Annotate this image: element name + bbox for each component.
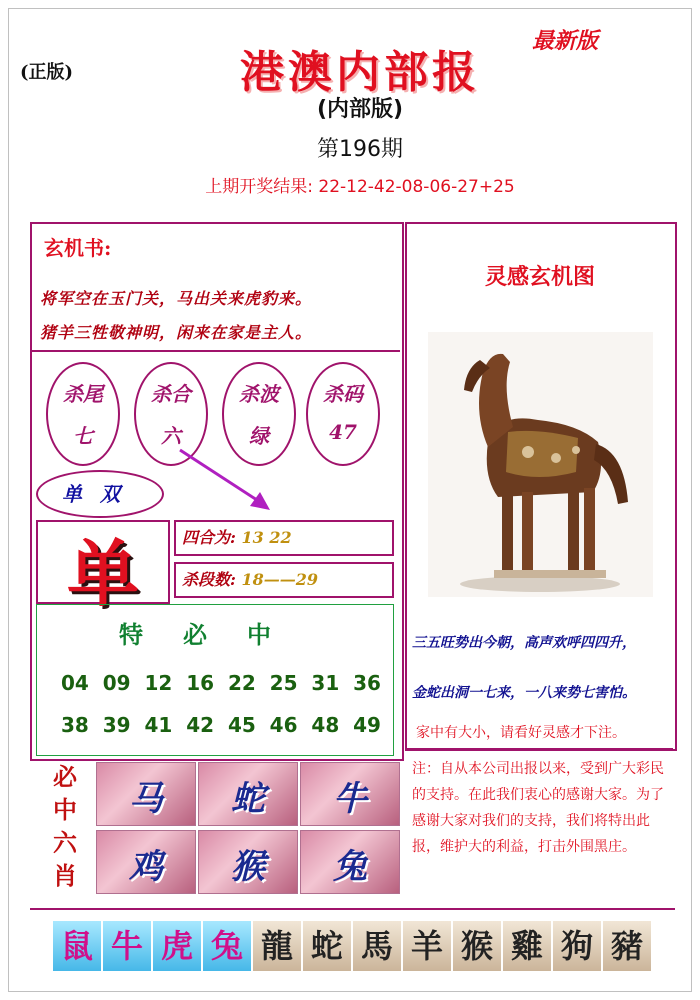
zodiac-char: 蛇 — [231, 779, 265, 819]
right-line-2: 金蛇出洞一七来，一八来势七害怕。 — [412, 685, 636, 701]
number: 25 — [269, 671, 298, 695]
zodiac-cell: 馬 — [352, 920, 402, 972]
oval-label: 杀尾 — [63, 382, 103, 406]
zodiac-cell: 狗 — [552, 920, 602, 972]
oval-value: 七 — [73, 424, 93, 448]
number: 45 — [227, 713, 256, 737]
oval-label: 杀波 — [239, 382, 279, 406]
zodiac-char: 牛 — [333, 779, 367, 819]
oval-value: 绿 — [249, 424, 269, 448]
edition-tag-right: 最新版 — [532, 28, 599, 54]
odd-even-oval: 单双 — [36, 470, 164, 518]
zodiac-tile — [96, 830, 196, 894]
zodiac-char: 猴 — [231, 847, 265, 887]
edition-tag-left: (正版) — [20, 62, 74, 83]
horse-icon — [428, 332, 653, 597]
horse-image — [428, 332, 653, 597]
zodiac-label: 必中六肖 — [53, 762, 77, 890]
number: 41 — [144, 713, 173, 737]
number: 09 — [102, 671, 131, 695]
number: 39 — [102, 713, 131, 737]
oval-label: 杀合 — [151, 382, 191, 406]
number: 46 — [269, 713, 298, 737]
zodiac-cell: 雞 — [502, 920, 552, 972]
zodiac-cell: 牛 — [102, 920, 152, 972]
oval-value: 六 — [161, 424, 181, 448]
poem-line-1: 将军空在玉门关，马出关来虎豹来。 — [40, 289, 313, 308]
number-row-2 — [61, 713, 381, 737]
zodiac-cell: 龍 — [252, 920, 302, 972]
zodiac-tile — [300, 830, 400, 894]
zodiac-char: 兔 — [333, 847, 367, 887]
oval-label: 杀码 — [323, 382, 363, 406]
number: 42 — [186, 713, 215, 737]
zodiac-cell: 鼠 — [52, 920, 102, 972]
number: 12 — [144, 671, 173, 695]
zodiac-char: 鸡 — [129, 847, 163, 887]
oval-value: 47 — [329, 420, 357, 444]
last-result: 上期开奖结果: 22-12-42-08-06-27+25 — [205, 177, 515, 197]
zodiac-cell: 兔 — [202, 920, 252, 972]
zodiac-bar — [52, 920, 652, 972]
zodiac-tile — [96, 762, 196, 826]
right-line-1: 三五旺势出今朝，高声欢呼四四升， — [412, 635, 636, 651]
kill-range-label: 杀段数: — [182, 570, 236, 589]
number: 48 — [311, 713, 340, 737]
zodiac-char: 马 — [129, 779, 163, 819]
big-char-box — [36, 520, 170, 616]
page-title: 港澳内部报 — [240, 47, 480, 98]
arrow-icon — [170, 440, 280, 520]
number: 22 — [227, 671, 256, 695]
number: 16 — [186, 671, 215, 695]
poem-line-2: 猪羊三牲敬神明，闲来在家是主人。 — [40, 323, 313, 342]
number: 31 — [311, 671, 340, 695]
page-subtitle: (内部版) — [316, 97, 404, 122]
zodiac-tile — [198, 830, 298, 894]
kill-range-box — [174, 562, 394, 598]
inspiration-title: 灵感玄机图 — [484, 264, 595, 290]
number: 38 — [61, 713, 89, 737]
big-char: 单 — [66, 531, 139, 616]
zodiac-cell: 羊 — [402, 920, 452, 972]
number: 04 — [61, 671, 89, 695]
divider — [32, 350, 400, 352]
oval-kill-tail — [46, 362, 120, 466]
zodiac-cell: 蛇 — [302, 920, 352, 972]
xuanji-title: 玄机书: — [44, 236, 112, 260]
zodiac-tile — [300, 762, 400, 826]
zodiac-cell: 豬 — [602, 920, 652, 972]
number: 36 — [353, 671, 381, 695]
four-combo-value: 13 22 — [241, 528, 292, 547]
zodiac-cell: 猴 — [452, 920, 502, 972]
four-combo-label: 四合为: — [182, 528, 236, 547]
zodiac-tile — [198, 762, 298, 826]
kill-range-value: 18——29 — [241, 570, 319, 589]
number: 49 — [353, 713, 381, 737]
oval-kill-number — [306, 362, 380, 466]
divider — [405, 748, 673, 750]
notice-text: 注：自从本公司出报以来，受到广大彩民的支持。在此我们衷心的感谢大家。为了感谢大家对我们的支持，我们将特出此报，维护大的利益，打击外围黑庄。 — [412, 761, 664, 855]
issue-number: 第196期 — [317, 137, 403, 162]
special-heading: 特必中 — [119, 620, 311, 649]
zodiac-cell: 虎 — [152, 920, 202, 972]
right-note: 家中有大小，请看好灵感才下注。 — [416, 725, 626, 741]
number-row-1 — [61, 671, 381, 695]
divider — [30, 908, 675, 910]
special-numbers-box — [36, 604, 394, 756]
four-combo-box — [174, 520, 394, 556]
